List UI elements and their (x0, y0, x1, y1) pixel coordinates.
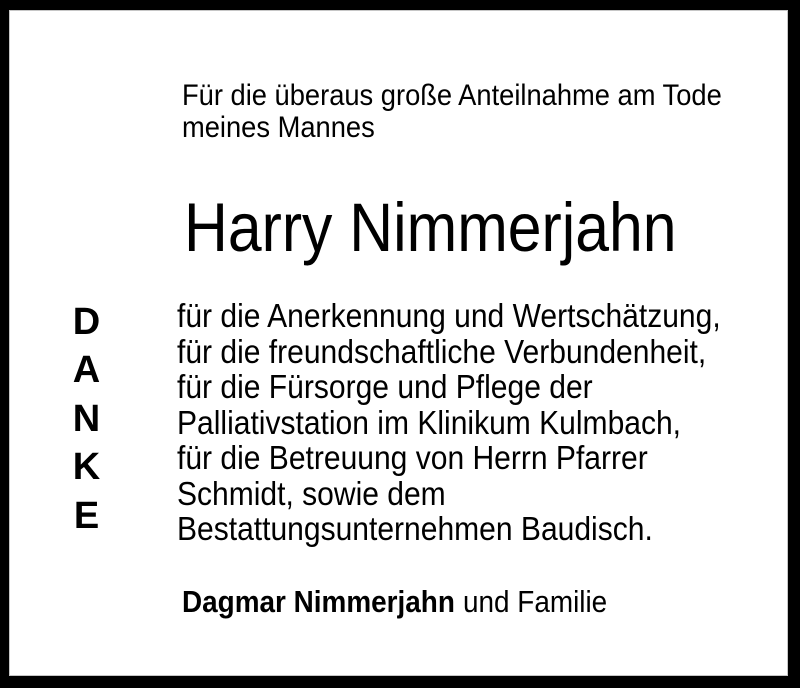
deceased-name: Harry Nimmerjahn (184, 189, 677, 266)
thanks-line: Bestattungsunternehmen Baudisch. (177, 510, 653, 547)
intro-line: meines Mannes (182, 111, 375, 144)
danke-letter: E (73, 494, 100, 537)
signature-line (182, 584, 607, 620)
danke-letter: K (72, 446, 101, 489)
thanks-body (177, 298, 721, 547)
intro-text (182, 80, 722, 144)
intro-line: Für die überaus große Anteilnahme am Tode (182, 79, 722, 112)
thanks-line: für die freundschaftliche Verbundenheit, (177, 332, 707, 370)
signature-suffix: und Familie (462, 584, 608, 619)
thanks-line: Palliativstation im Klinikum Kulmbach, (177, 403, 682, 441)
danke-letter: N (72, 397, 101, 440)
danke-letter: D (72, 301, 101, 343)
danke-letter: A (72, 349, 101, 392)
signature-name: Dagmar Nimmerjahn (182, 584, 455, 619)
thanks-line: für die Betreuung von Herrn Pfarrer (177, 439, 648, 476)
thanks-line: für die Fürsorge und Pflege der (177, 368, 593, 405)
thanks-line: für die Anerkennung und Wertschätzung, (177, 297, 721, 334)
thanks-line: Schmidt, sowie dem (177, 474, 446, 512)
danke-vertical-word (54, 298, 119, 540)
